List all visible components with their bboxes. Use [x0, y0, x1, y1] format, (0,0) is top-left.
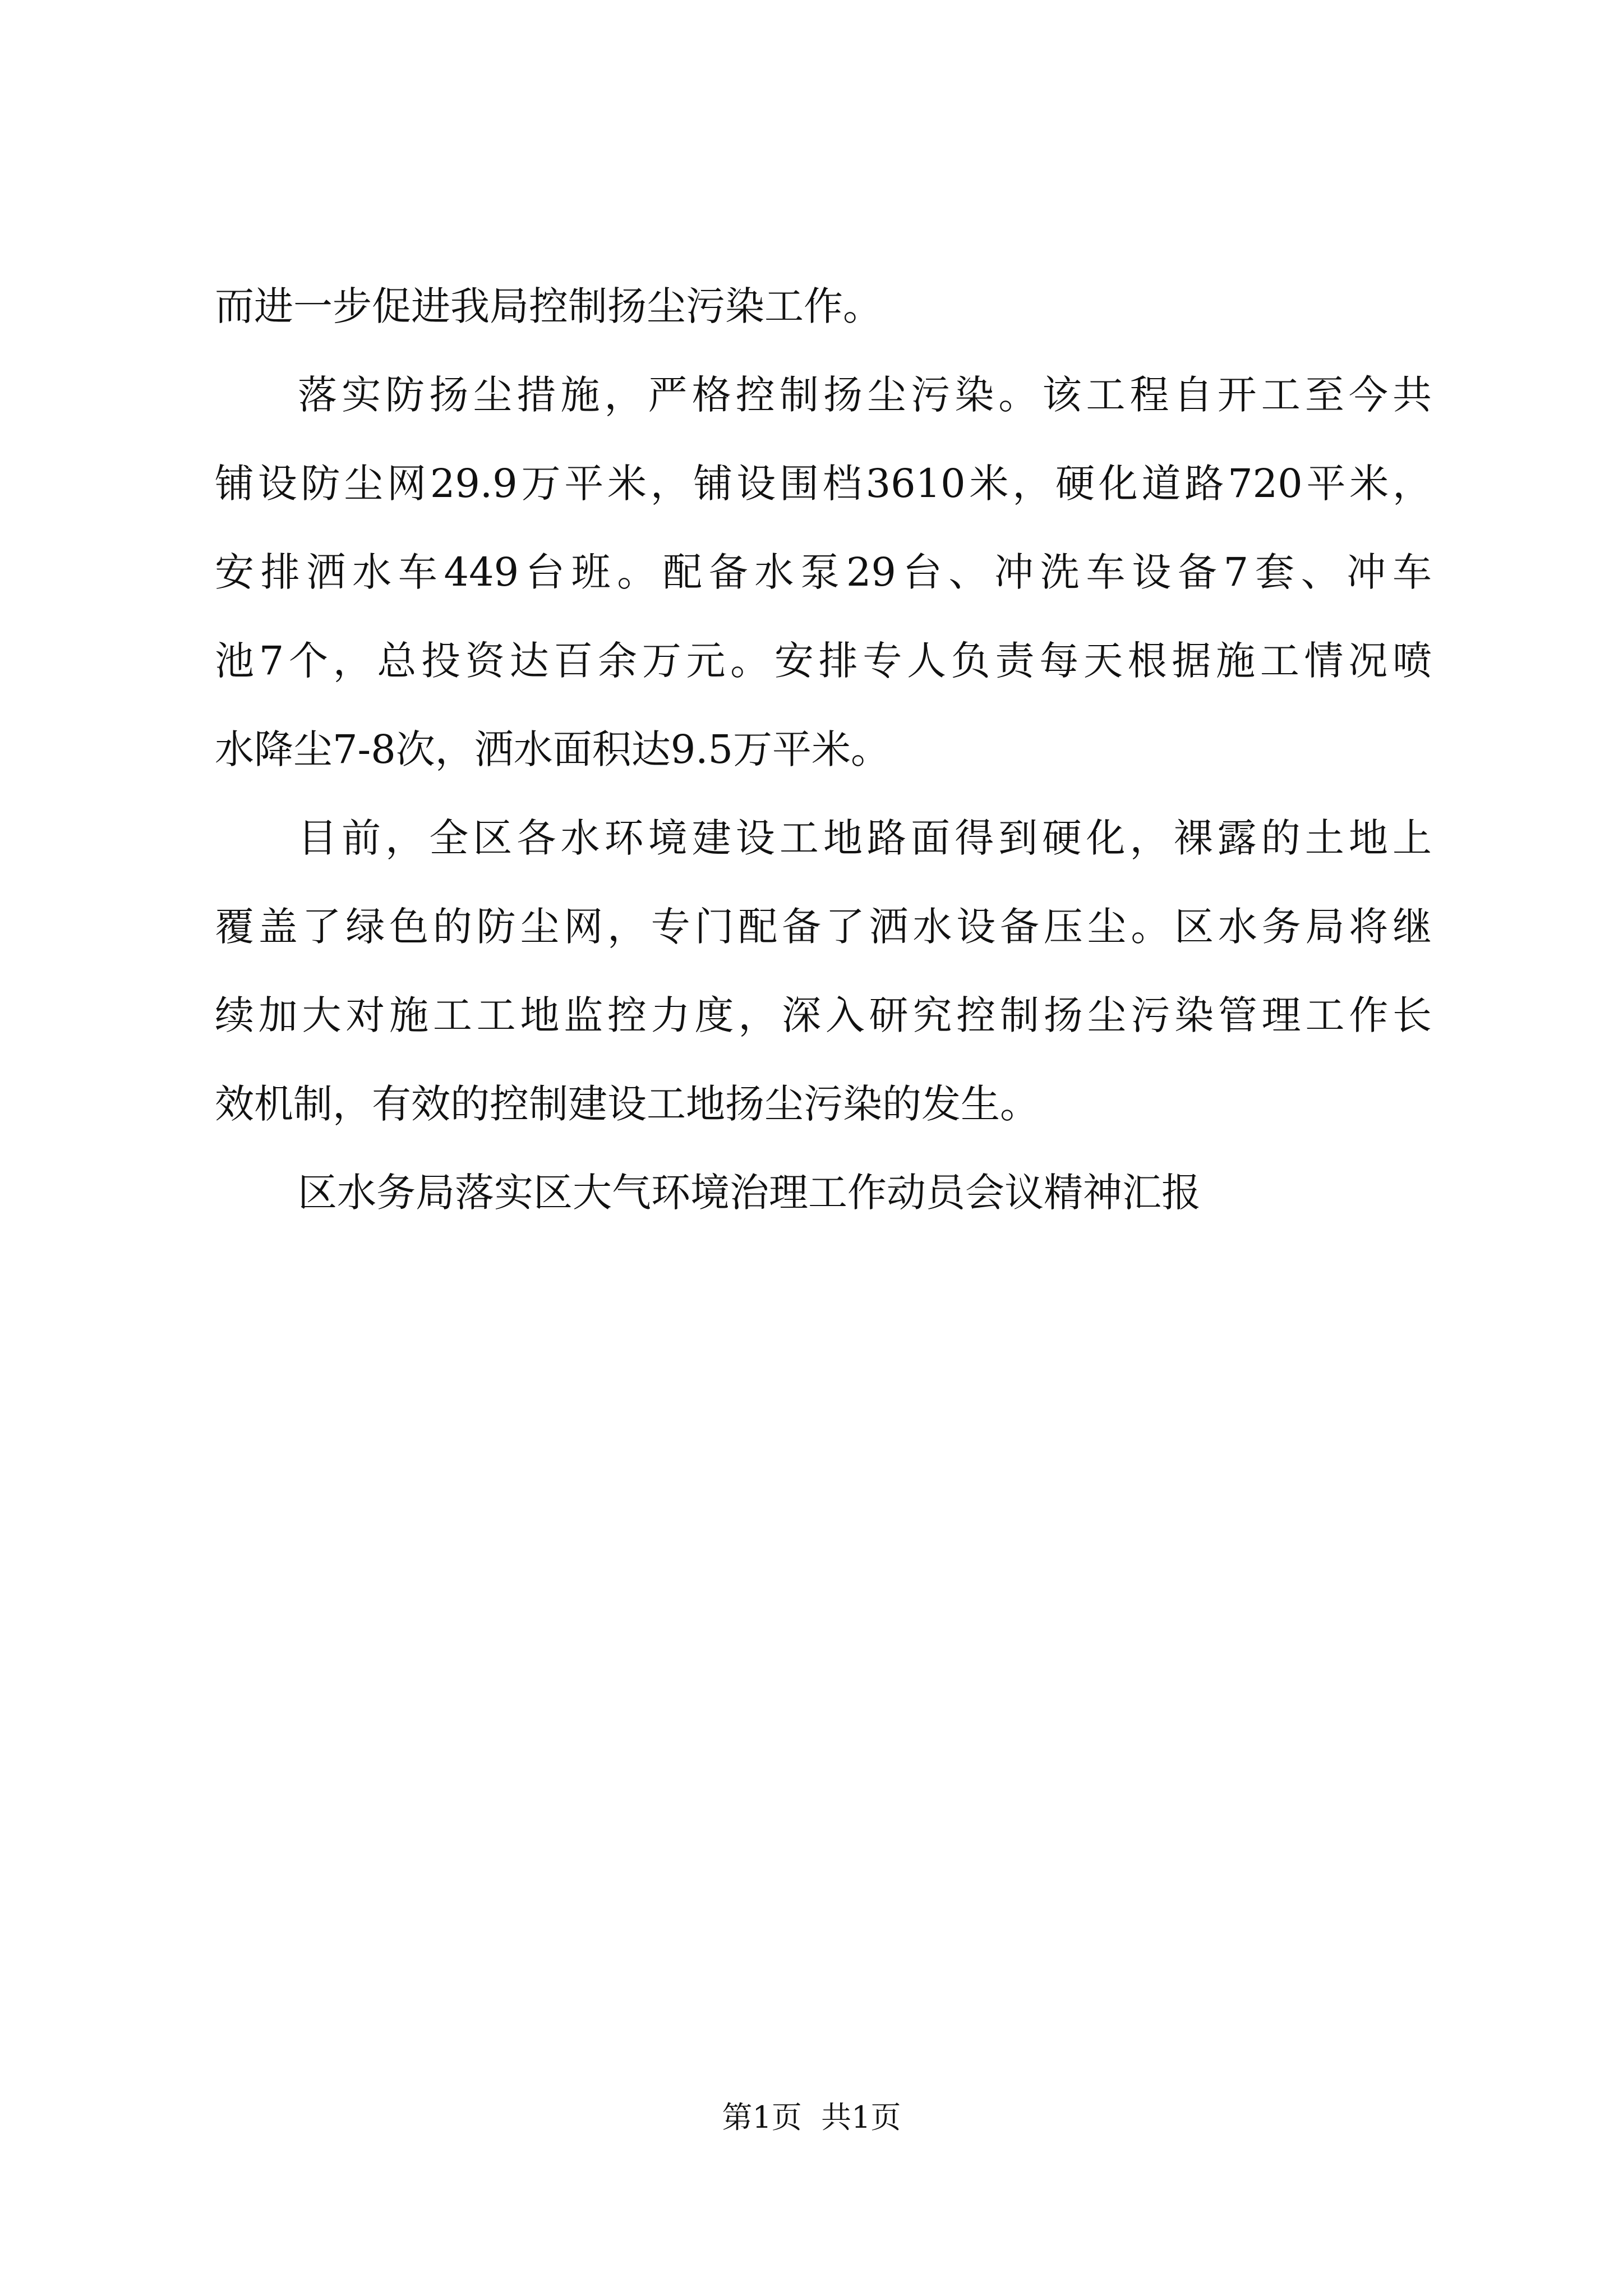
paragraph-line: 覆盖了绿色的防尘网，专门配备了洒水设备压尘。区水务局将继 — [215, 904, 1432, 950]
paragraph-line: 水降尘7-8次，洒水面积达9.5万平米。 — [215, 726, 891, 772]
paragraph-line: 铺设防尘网29.9万平米，铺设围档3610米，硬化道路720平米， — [215, 461, 1432, 507]
paragraph-line: 续加大对施工工地监控力度，深入研究控制扬尘污染管理工作长 — [215, 992, 1432, 1038]
document-title-line: 区水务局落实区大气环境治理工作动员会议精神汇报 — [298, 1170, 1201, 1216]
paragraph-line: 效机制，有效的控制建设工地扬尘污染的发生。 — [215, 1081, 1039, 1127]
page-number: 第1页 共1页 — [722, 2100, 901, 2135]
page-footer — [0, 2095, 1623, 2140]
paragraph-line: 安排洒水车449台班。配备水泵29台、冲洗车设备7套、冲车 — [215, 549, 1432, 595]
paragraph-line: 落实防扬尘措施，严格控制扬尘污染。该工程自开工至今共 — [298, 372, 1432, 418]
document-body — [215, 262, 1432, 1237]
paragraph-line: 池7个，总投资达百余万元。安排专人负责每天根据施工情况喷 — [215, 638, 1432, 684]
paragraph-line: 而进一步促进我局控制扬尘污染工作。 — [215, 283, 882, 329]
paragraph-line: 目前，全区各水环境建设工地路面得到硬化，裸露的土地上 — [298, 815, 1432, 861]
